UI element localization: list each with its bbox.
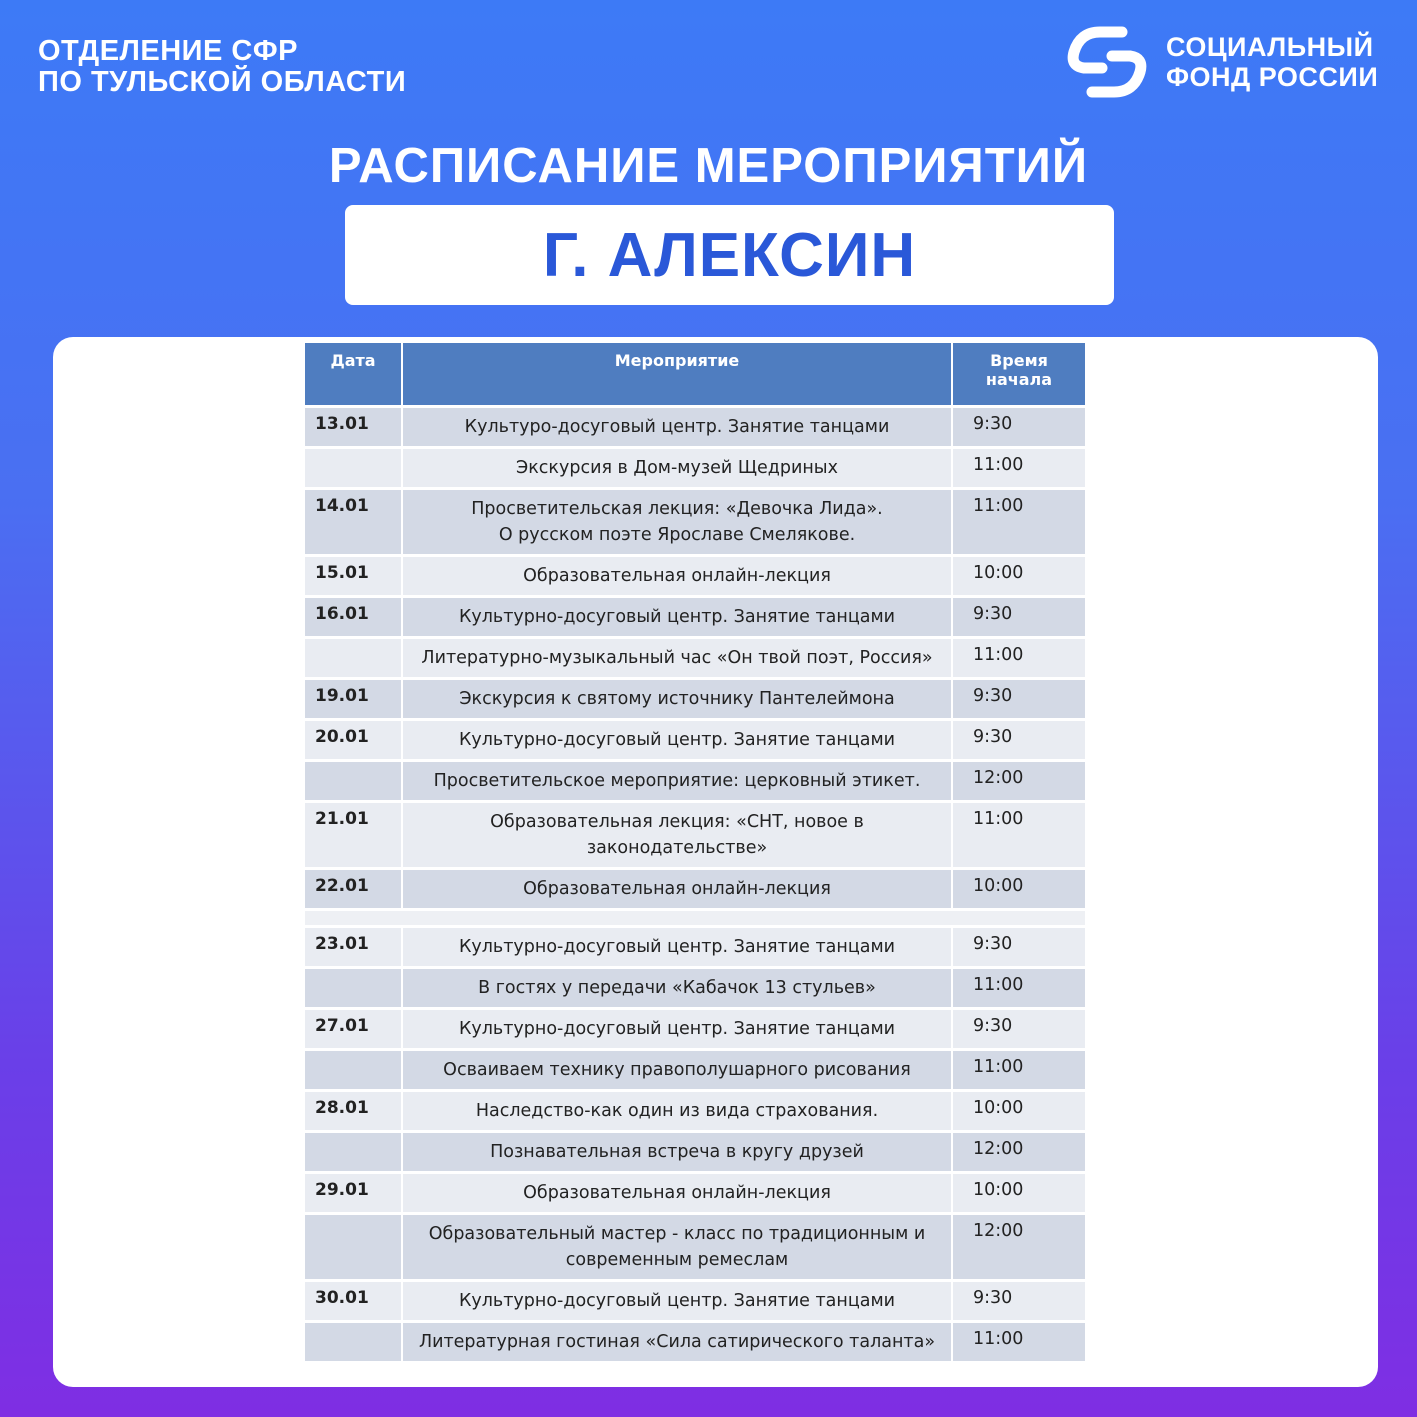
table-row [305, 556, 1085, 597]
time-cell: 9:30 [952, 679, 1085, 720]
time-cell: 12:00 [952, 1214, 1085, 1281]
time-cell: 9:30 [952, 720, 1085, 761]
table-row [305, 1009, 1085, 1050]
time-cell: 10:00 [952, 1091, 1085, 1132]
table-row [305, 679, 1085, 720]
time-cell: 11:00 [952, 968, 1085, 1009]
city-banner [345, 205, 1114, 305]
event-text: Культурно-досуговый центр. Занятие танцами [458, 607, 896, 627]
org-name-line2: ПО ТУЛЬСКОЙ ОБЛАСТИ [38, 66, 407, 98]
page-title: РАСПИСАНИЕ МЕРОПРИЯТИЙ [328, 139, 1089, 193]
time-cell: 10:00 [952, 1173, 1085, 1214]
date-cell [305, 968, 402, 1009]
event-cell [402, 968, 952, 1009]
event-text: В гостях у передачи «Кабачок 13 стульев» [478, 978, 876, 998]
date-cell: 19.01 [305, 679, 402, 720]
table-row [305, 1173, 1085, 1214]
date-cell [305, 1050, 402, 1091]
time-cell: 12:00 [952, 1132, 1085, 1173]
brand-name-line2: ФОНД РОССИИ [1166, 62, 1379, 92]
time-cell: 10:00 [952, 556, 1085, 597]
date-cell: 29.01 [305, 1173, 402, 1214]
event-cell [402, 1050, 952, 1091]
time-cell: 10:00 [952, 869, 1085, 910]
event-text: Литературно-музыкальный час «Он твой поэт, Россия» [421, 648, 933, 668]
time-cell: 9:30 [952, 407, 1085, 448]
table-row [305, 489, 1085, 556]
schedule-table [305, 343, 1085, 1361]
event-cell [402, 927, 952, 968]
event-text: Наследство-как один из вида страхования. [475, 1101, 879, 1121]
time-cell: 11:00 [952, 802, 1085, 869]
event-cell [402, 1322, 952, 1362]
time-cell: 11:00 [952, 448, 1085, 489]
event-text: Осваиваем технику правополушарного рисования [443, 1060, 911, 1080]
table-row [305, 802, 1085, 869]
date-cell: 27.01 [305, 1009, 402, 1050]
event-cell [402, 489, 952, 556]
header-date: Дата [305, 343, 402, 407]
date-cell: 16.01 [305, 597, 402, 638]
brand-name [1166, 32, 1378, 92]
org-name [38, 36, 406, 98]
header-time-line1: Время [990, 351, 1048, 370]
table-row [305, 761, 1085, 802]
table-row [305, 1091, 1085, 1132]
header-event: Мероприятие [402, 343, 952, 407]
date-cell [305, 1322, 402, 1362]
event-cell [402, 802, 952, 869]
date-cell [305, 761, 402, 802]
table-row [305, 1214, 1085, 1281]
event-text: Культурно-досуговый центр. Занятие танцами [458, 1019, 896, 1039]
table-row [305, 1050, 1085, 1091]
event-cell [402, 1132, 952, 1173]
table-spacer-row [305, 910, 1085, 927]
date-cell [305, 638, 402, 679]
table-row [305, 869, 1085, 910]
table-header-row [305, 343, 1085, 407]
table-row [305, 927, 1085, 968]
event-text: Культуро-досуговый центр. Занятие танцами [464, 417, 890, 437]
event-cell [402, 448, 952, 489]
event-cell [402, 1281, 952, 1322]
event-text-line2: законодательстве» [586, 838, 768, 858]
time-cell: 11:00 [952, 1050, 1085, 1091]
event-text: Образовательная онлайн-лекция [523, 566, 831, 586]
event-text: Культурно-досуговый центр. Занятие танцами [458, 937, 896, 957]
event-cell [402, 597, 952, 638]
date-cell: 14.01 [305, 489, 402, 556]
table-row [305, 597, 1085, 638]
date-cell: 22.01 [305, 869, 402, 910]
event-text: Познавательная встреча в кругу друзей [490, 1142, 864, 1162]
time-cell: 11:00 [952, 638, 1085, 679]
event-cell [402, 869, 952, 910]
date-cell: 13.01 [305, 407, 402, 448]
date-cell [305, 1214, 402, 1281]
event-cell [402, 407, 952, 448]
time-cell: 12:00 [952, 761, 1085, 802]
event-text: Образовательная онлайн-лекция [523, 879, 831, 899]
event-cell [402, 679, 952, 720]
table-body [305, 407, 1085, 1362]
header-time [952, 343, 1085, 407]
time-cell: 9:30 [952, 1009, 1085, 1050]
date-cell: 21.01 [305, 802, 402, 869]
date-cell: 30.01 [305, 1281, 402, 1322]
event-cell [402, 1173, 952, 1214]
table-row [305, 720, 1085, 761]
brand [1062, 22, 1378, 102]
event-text: Экскурсия в Дом-музей Щедриных [516, 458, 838, 478]
date-cell: 20.01 [305, 720, 402, 761]
date-cell [305, 448, 402, 489]
time-cell: 11:00 [952, 489, 1085, 556]
time-cell: 9:30 [952, 927, 1085, 968]
org-name-line1: ОТДЕЛЕНИЕ СФР [38, 35, 298, 67]
event-text: Экскурсия к святому источнику Пантелеймона [459, 689, 895, 709]
event-text: Образовательный мастер - класс по традиционным и [428, 1224, 926, 1244]
table-row [305, 1132, 1085, 1173]
table-row [305, 638, 1085, 679]
event-cell [402, 1009, 952, 1050]
event-text-line2: О русском поэте Ярославе Смелякове. [498, 525, 856, 545]
time-cell: 9:30 [952, 1281, 1085, 1322]
table-row [305, 1281, 1085, 1322]
time-cell: 11:00 [952, 1322, 1085, 1362]
event-text: Культурно-досуговый центр. Занятие танцами [458, 1291, 896, 1311]
event-cell [402, 1091, 952, 1132]
event-text: Образовательная онлайн-лекция [523, 1183, 831, 1203]
spacer-cell [305, 910, 1085, 927]
table-row [305, 407, 1085, 448]
table-row [305, 968, 1085, 1009]
table-row [305, 1322, 1085, 1362]
event-text: Культурно-досуговый центр. Занятие танцами [458, 730, 896, 750]
event-cell [402, 761, 952, 802]
event-text: Просветительская лекция: «Девочка Лида». [471, 499, 883, 519]
event-text: Литературная гостиная «Сила сатирического таланта» [418, 1332, 936, 1352]
time-cell: 9:30 [952, 597, 1085, 638]
city-name: Г. АЛЕКСИН [542, 220, 917, 290]
header-time-line2: начала [985, 370, 1053, 389]
event-text: Просветительское мероприятие: церковный этикет. [433, 771, 921, 791]
date-cell: 28.01 [305, 1091, 402, 1132]
event-cell [402, 1214, 952, 1281]
event-cell [402, 638, 952, 679]
date-cell: 15.01 [305, 556, 402, 597]
sfr-logo-icon [1062, 22, 1152, 102]
event-text-line2: современным ремеслам [565, 1250, 789, 1270]
event-text: Образовательная лекция: «СНТ, новое в [490, 812, 864, 832]
date-cell [305, 1132, 402, 1173]
table-row [305, 448, 1085, 489]
brand-name-line1: СОЦИАЛЬНЫЙ [1166, 32, 1374, 62]
event-cell [402, 720, 952, 761]
date-cell: 23.01 [305, 927, 402, 968]
event-cell [402, 556, 952, 597]
